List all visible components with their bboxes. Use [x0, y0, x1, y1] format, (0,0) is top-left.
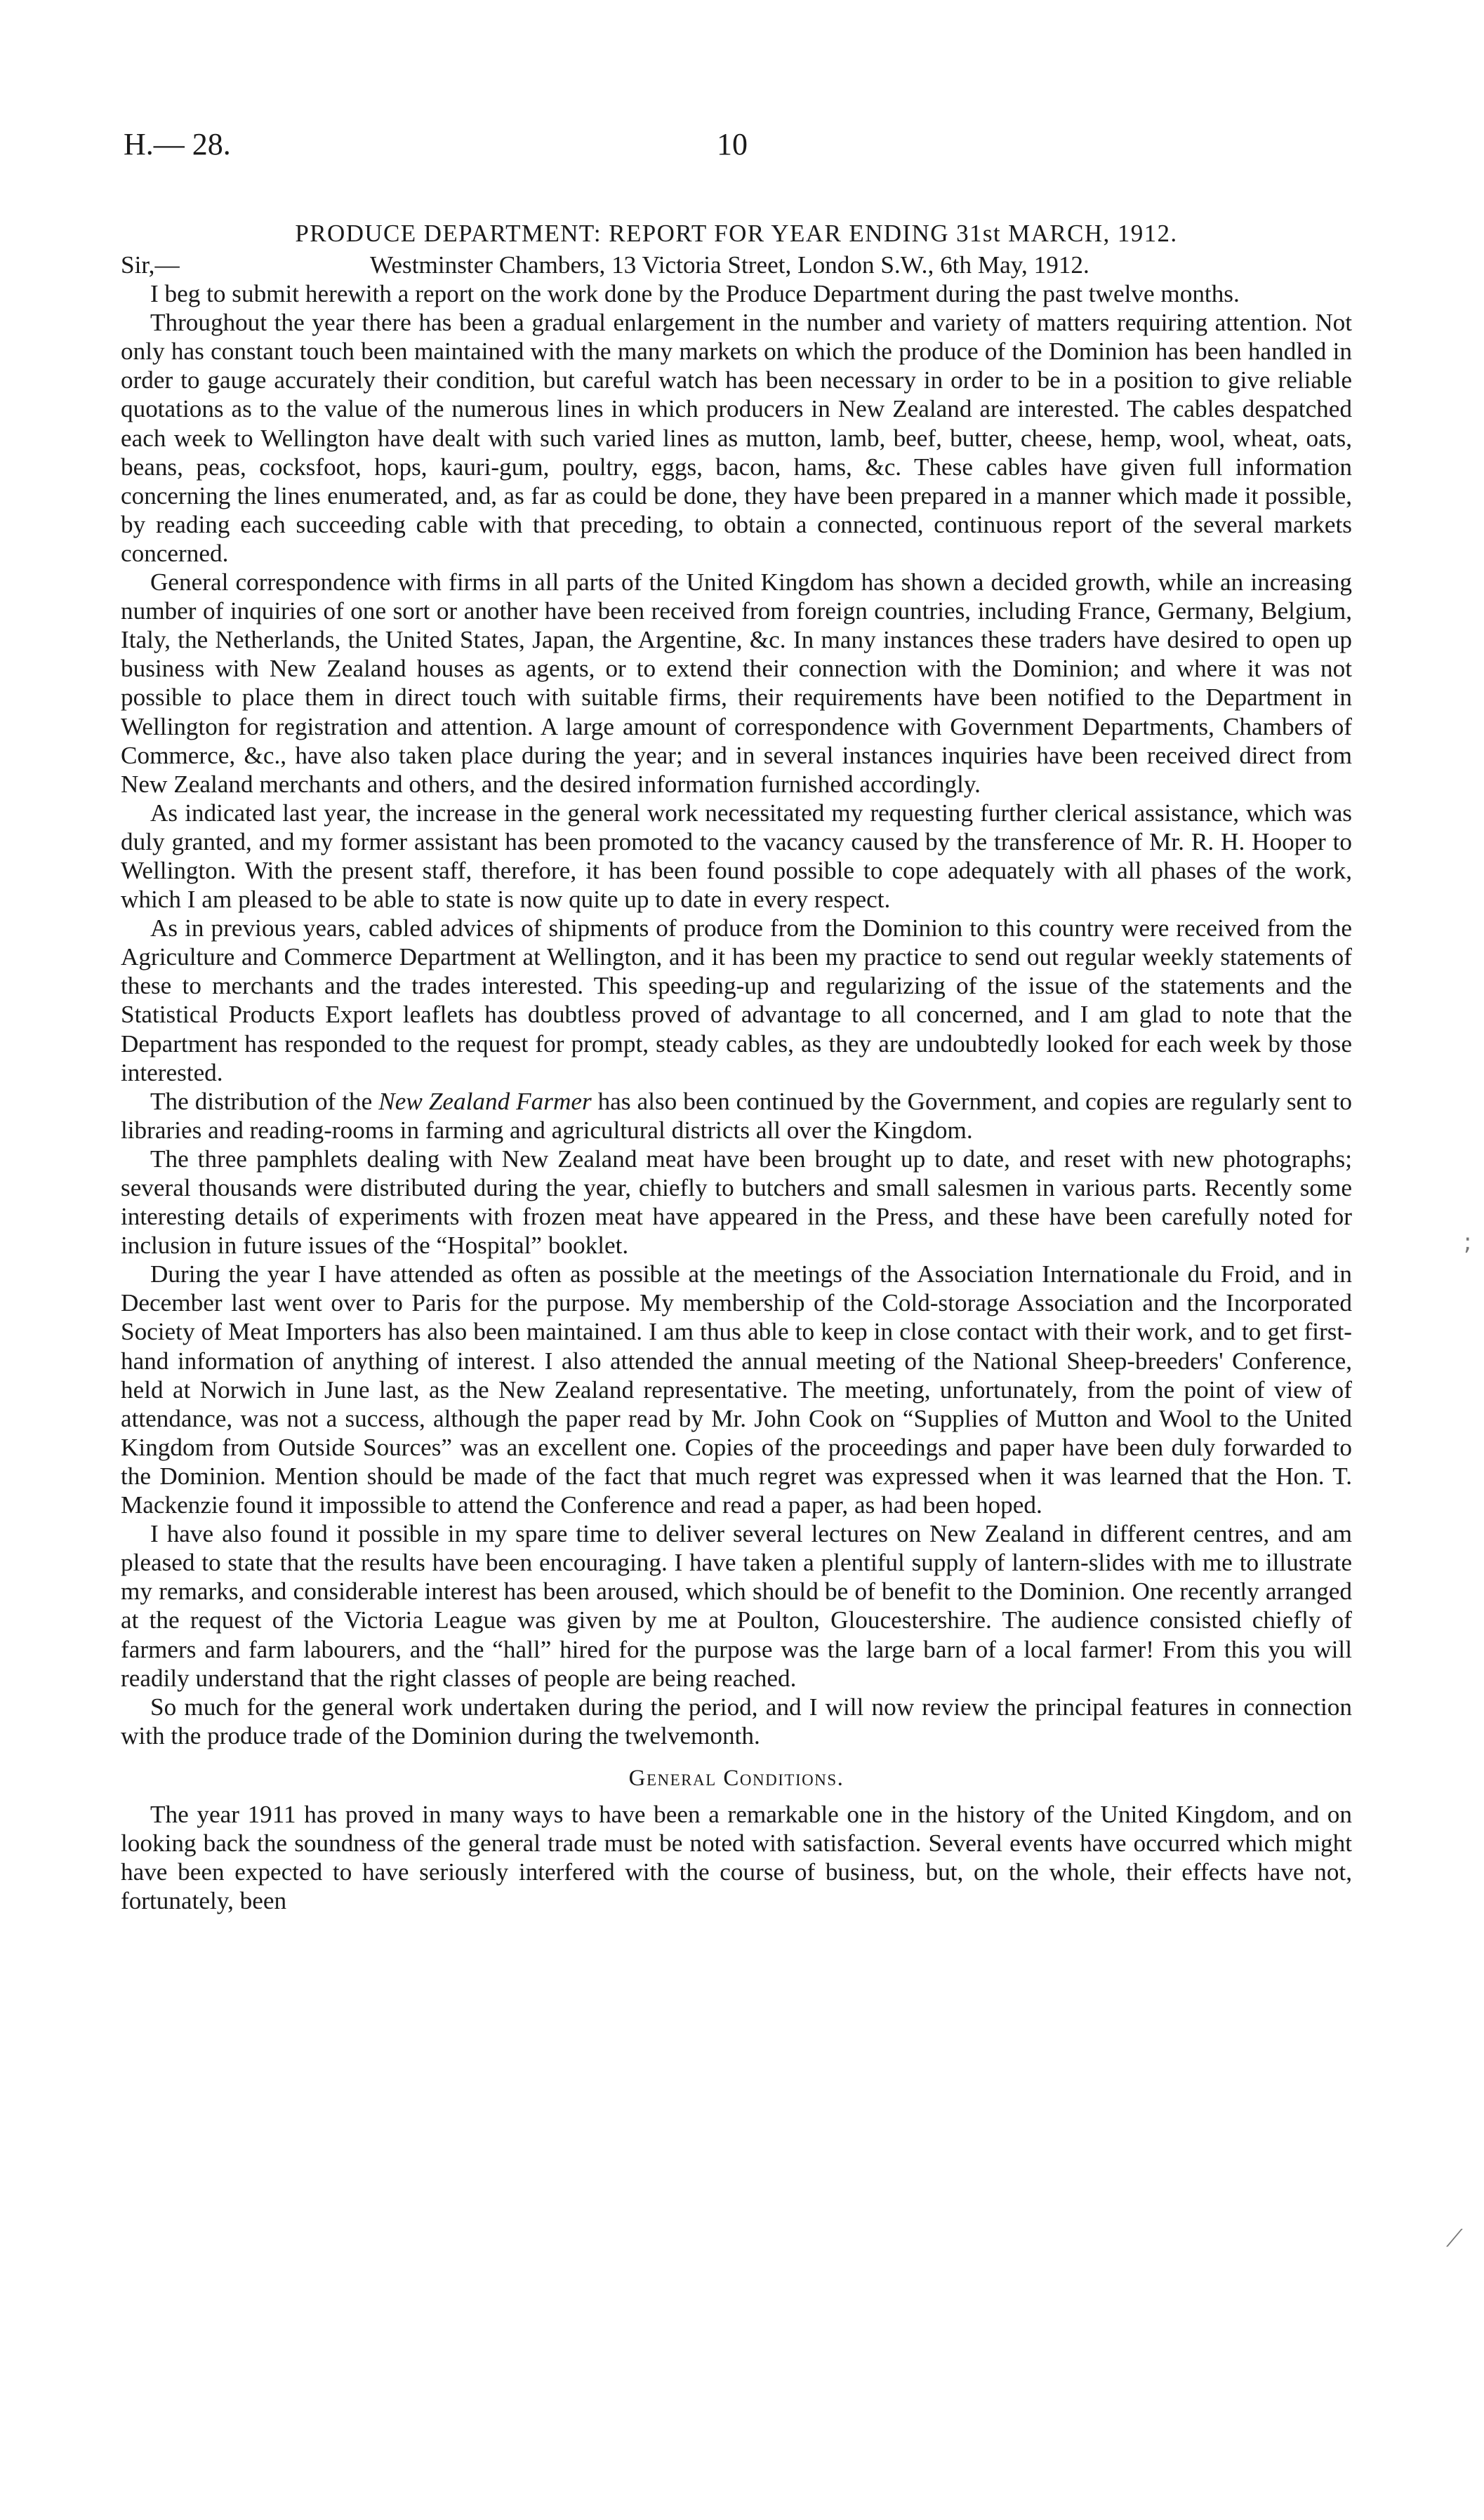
text-run: has also been continued by the Government, and copies are regularly sent to libraries and reading-rooms in farming and agricultural districts all over the Kingdom.	[121, 1087, 1352, 1144]
sender-address: Westminster Chambers, 13 Victoria Street, London S.W., 6th May, 1912.	[370, 251, 1089, 279]
paragraph: I have also found it possible in my spare time to deliver several lectures on New Zealand in different centres, and am pleased to state that the results have been encouraging. I have taken a plentiful supply of lantern-slides with me to illustrate my remarks, and considerable interest has been aroused, which should be of benefit to the Dominion. One recently arranged at the request of the Victoria League was given by me at Poulton, Gloucestershire. The audience consisted chiefly of farmers and farm labourers, and the “hall” hired for the purpose was the large barn of a local farmer! From this you will readily understand that the right classes of people are being reached.	[121, 1520, 1352, 1692]
paragraph: I beg to submit herewith a report on the work done by the Produce Department during the past twelve months.	[150, 280, 1240, 308]
report-body	[121, 219, 1352, 1915]
salutation: Sir,—	[121, 251, 180, 279]
text-run: The distribution of the	[150, 1087, 379, 1115]
margin-mark: ;	[1464, 1228, 1472, 1256]
document-reference: H.— 28.	[124, 127, 231, 161]
page-header	[124, 126, 1360, 168]
paragraph: As indicated last year, the increase in the general work necessitated my requesting further clerical assistance, which was duly granted, and my former assistant has been promoted to the vacancy caused by the transference of Mr. R. H. Hooper to Wellington. With the present staff, therefore, it has been found possible to cope adequately with all phases of the work, which I am pleased to be able to state is now quite up to date in every respect.	[121, 799, 1352, 914]
salutation-line	[121, 251, 1352, 279]
paragraph-farmer	[121, 1087, 1352, 1145]
paragraph: The year 1911 has proved in many ways to have been a remarkable one in the history of the United Kingdom, and on looking back the soundness of the general trade must be noted with satisfaction. Several events have occurred which might have been expected to have seriously interfered with the course of business, but, on the whole, their effects have not, fortunately, been	[121, 1800, 1352, 1915]
paragraph: So much for the general work undertaken during the period, and I will now review the principal features in connection with the produce trade of the Dominion during the twelvemonth.	[121, 1693, 1352, 1749]
paragraph: Throughout the year there has been a gradual enlargement in the number and variety of matters requiring attention. Not only has constant touch been maintained with the many markets on which the produce of the Dominion has been handled in order to gauge accurately their condition, but careful watch has been necessary in order to be in a position to give reliable quotations as to the value of the numerous lines in which producers in New Zealand are interested. The cables despatched each week to Wellington have dealt with such varied lines as mutton, lamb, beef, butter, cheese, hemp, wool, wheat, oats, beans, peas, cocksfoot, hops, kauri-gum, poultry, eggs, bacon, hams, &c. These cables have given full information concerning the lines enumerated, and, as far as could be done, they have been prepared in a manner which made it possible, by reading each succeeding cable with that preceding, to obtain a connected, continuous report of the several markets concerned.	[121, 309, 1352, 567]
report-title: PRODUCE DEPARTMENT: REPORT FOR YEAR ENDING 31st MARCH, 1912.	[295, 220, 1178, 247]
paragraph: During the year I have attended as often as possible at the meetings of the Association Internationale du Froid, and in December last went over to Paris for the purpose. My membership of the Cold-storage Association and the Incorporated Society of Meat Importers has also been maintained. I am thus able to keep in close contact with their work, and to get first-hand information of anything of interest. I also attended the annual meeting of the National Sheep-breeders' Conference, held at Norwich in June last, as the New Zealand representative. The meeting, unfortunately, from the point of view of attendance, was not a success, although the paper read by Mr. John Cook on “Supplies of Mutton and Wool to the United Kingdom from Outside Sources” was an excellent one. Copies of the proceedings and paper have been duly forwarded to the Dominion. Mention should be made of the fact that much regret was expressed when it was learned that the Hon. T. Mackenzie found it impossible to attend the Conference and read a paper, as had been hoped.	[121, 1260, 1352, 1519]
section-heading: General Conditions.	[628, 1765, 844, 1791]
paragraph: As in previous years, cabled advices of shipments of produce from the Dominion to this country were received from the Agriculture and Commerce Department at Wellington, and it has been my practice to send out regular weekly statements of these to merchants and the trades interested. This speeding-up and regularizing of the issue of the statements and the Statistical Products Export leaflets has doubtless proved of advantage to all concerned, and I am glad to note that the Department has responded to the request for prompt, steady cables, as they are undoubtedly looked for each week by those interested.	[121, 914, 1352, 1086]
page-number: 10	[717, 127, 748, 161]
publication-title: New Zealand Farmer	[378, 1087, 592, 1115]
paragraph: The three pamphlets dealing with New Zealand meat have been brought up to date, and reset with new photographs; several thousands were distributed during the year, chiefly to butchers and small salesmen in various parts. Recently some interesting details of experiments with frozen meat have appeared in the Press, and these have been carefully noted for inclusion in future issues of the “Hospital” booklet.	[121, 1145, 1352, 1260]
paragraph: General correspondence with firms in all parts of the United Kingdom has shown a decided growth, while an increasing number of inquiries of one sort or another have been received from foreign countries, including France, Germany, Belgium, Italy, the Netherlands, the United States, Japan, the Argentine, &c. In many instances these traders have desired to open up business with New Zealand houses as agents, or to extend their connection with the Dominion; and where it was not possible to place them in direct touch with suitable firms, their requirements have been notified to the Department in Wellington for registration and attention. A large amount of correspondence with Government Departments, Chambers of Commerce, &c., have also taken place during the year; and in several instances inquiries have been received direct from New Zealand merchants and others, and the desired information furnished accordingly.	[121, 568, 1352, 798]
margin-mark: ⟋	[1446, 2225, 1463, 2253]
